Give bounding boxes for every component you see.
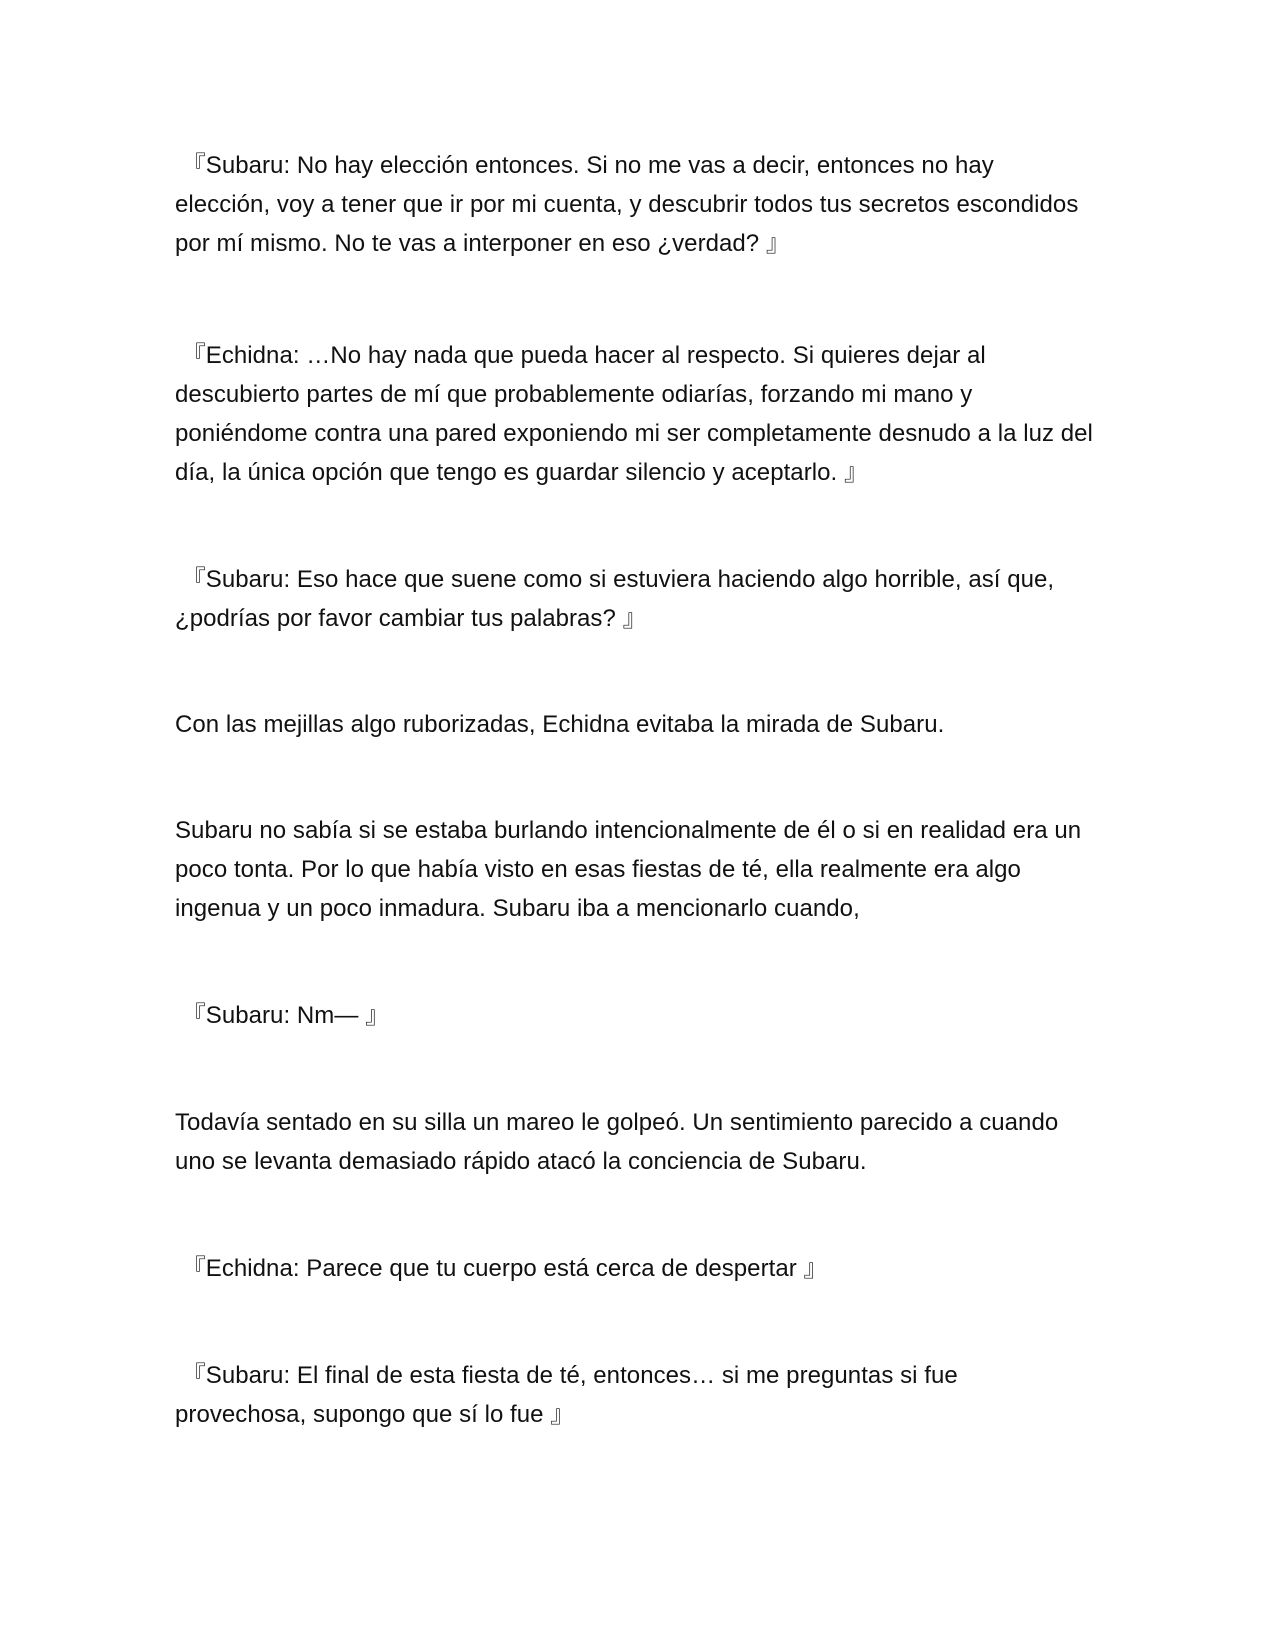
dialogue-paragraph: 『Echidna: Parece que tu cuerpo está cerca de despertar 』 <box>175 1255 828 1282</box>
narration-paragraph: Con las mejillas algo ruborizadas, Echidna evitaba la mirada de Subaru. <box>175 711 945 738</box>
narration-paragraph: Todavía sentado en su silla un mareo le golpeó. Un sentimiento parecido a cuando uno se levanta demasiado rápido atacó la conciencia de Subaru. <box>175 1109 1059 1175</box>
dialogue-paragraph: 『Subaru: No hay elección entonces. Si no me vas a decir, entonces no hay elección, voy a tener que ir por mi cuenta, y descubrir todos tus secretos escondidos por mí mismo. No te vas a interponer en eso ¿verdad? 』 <box>175 152 1079 257</box>
dialogue-paragraph: 『Subaru: El final de esta fiesta de té, entonces… si me preguntas si fue provechosa, supongo que sí lo fue 』 <box>175 1362 958 1428</box>
dialogue-paragraph: 『Subaru: Eso hace que suene como si estuviera haciendo algo horrible, así que, ¿podrías por favor cambiar tus palabras? 』 <box>175 566 1055 632</box>
dialogue-paragraph: 『Echidna: …No hay nada que pueda hacer al respecto. Si quieres dejar al descubierto partes de mí que probablemente odiarías, forzando mi mano y poniéndome contra una pared exponiendo mi ser completamente desnudo a la luz del día, la única opción que tengo es guardar silencio y aceptarlo. 』 <box>175 342 1093 486</box>
narration-paragraph: Subaru no sabía si se estaba burlando intencionalmente de él o si en realidad era un poco tonta. Por lo que había visto en esas fiestas de té, ella realmente era algo ingenua y un poco inmadura. Subaru iba a mencionarlo cuando, <box>175 817 1082 922</box>
document-body <box>175 146 1095 1434</box>
dialogue-paragraph: 『Subaru: Nm— 』 <box>175 1002 390 1029</box>
